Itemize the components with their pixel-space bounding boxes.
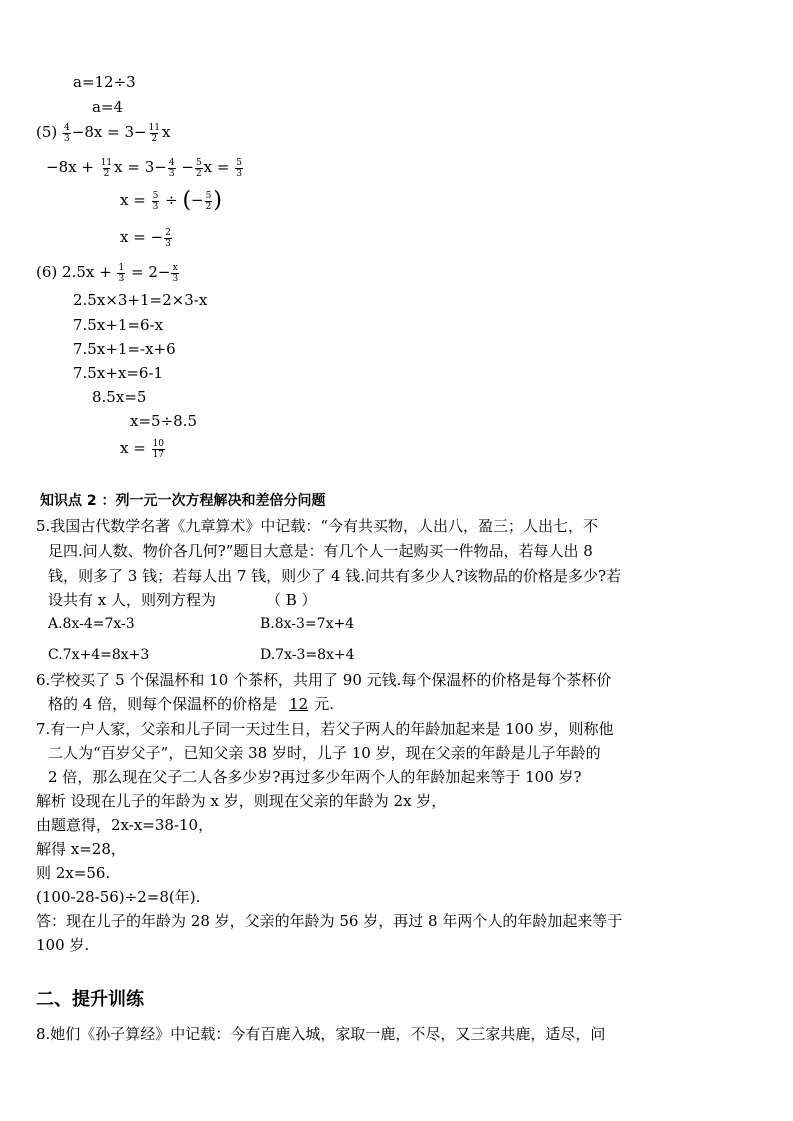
eq6-line5: 7.5x+x=6-1: [73, 364, 164, 382]
eq6-line6: 8.5x=5: [92, 388, 147, 406]
q7-line1: 7.有一户人家，父亲和儿子同一天过生日，若父子两人的年龄加起来是 100 岁，则称他: [36, 720, 614, 738]
q8-line1: 8.她们《孙子算经》中记载：今有百鹿入城，家取一鹿，不尽，又三家共鹿，适尽，问: [36, 1025, 606, 1043]
q5-answer: （ B ）: [266, 591, 317, 609]
q5-option-a: A.8x-4=7x-3: [48, 616, 135, 632]
q6-line1: 6.学校买了 5 个保温杯和 10 个茶杯，共用了 90 元钱.每个保温杯的价格是每个茶杯价: [36, 671, 612, 689]
fraction-5-3: $\frac{5}{3}$: [152, 190, 159, 212]
q5-line4: 设共有 x 人，则列方程为 （ B ）: [48, 591, 317, 609]
q7-solution-6: 答：现在儿子的年龄为 28 岁，父亲的年龄为 56 岁，再过 8 年两个人的年龄加起来等于: [36, 912, 623, 930]
fraction-2-3: $\frac{2}{3}$: [165, 227, 171, 249]
eq6-label: (6): [36, 263, 58, 281]
q7-solution-4: 则 2x=56.: [36, 864, 111, 882]
fraction-11-2: $\frac{11}{2}$: [100, 157, 113, 179]
q7-line2: 二人为“百岁父子”，已知父亲 38 岁时，儿子 10 岁，现在父亲的年龄是儿子年龄的: [48, 744, 601, 762]
q7-solution-2: 由题意得，2x-x=38-10，: [36, 816, 214, 834]
eq6-line3: 7.5x+1=6-x: [73, 316, 164, 334]
eq6-line4: 7.5x+1=-x+6: [73, 340, 176, 358]
eq5-line2: −8x + $\frac{11}{2}$ x = 3− $\frac{4}{3}$ − $\frac{5}{2}$ x = $\frac{5}{3}$: [46, 157, 242, 179]
fraction-x-3: $\frac{x}{3}$: [172, 262, 179, 284]
q5-line3: 钱，则多了 3 钱；若每人出 7 钱，则少了 4 钱.问共有多少人?该物品的价格是多少?若: [48, 567, 622, 585]
q5-line2: 足四.问人数、物价各几何?”题目大意是：有几个人一起购买一件物品，若每人出 8: [48, 542, 593, 560]
q5-option-b: B.8x-3=7x+4: [260, 616, 355, 632]
eq4-line2: a=4: [92, 98, 124, 116]
fraction-10-17: $\frac{10}{17}$: [152, 438, 165, 460]
q6-answer-blank: 12: [289, 695, 309, 713]
eq5-line4: x = − $\frac{2}{3}$: [120, 227, 171, 249]
eq5-line1: (5) $\frac{4}{3}$ −8x = 3− $\frac{11}{2}$ x: [36, 122, 171, 144]
eq6-line7: x=5÷8.5: [130, 412, 197, 430]
fraction-5-2: $\frac{5}{2}$: [195, 157, 202, 179]
eq6-line1: (6) 2.5x + $\frac{1}{3}$ = 2− $\frac{x}{3}$: [36, 262, 179, 284]
fraction-4-3: $\frac{4}{3}$: [64, 122, 70, 144]
fraction-4-3: $\frac{4}{3}$: [168, 157, 175, 179]
q7-solution-1: 解析 设现在儿子的年龄为 x 岁，则现在父亲的年龄为 2x 岁，: [36, 792, 447, 810]
eq5-label: (5): [36, 123, 58, 141]
q7-line3: 2 倍，那么现在父子二人各多少岁?再过多少年两个人的年龄加起来等于 100 岁?: [48, 768, 582, 786]
q6-line2: 格的 4 倍，则每个保温杯的价格是 12 元.: [48, 695, 334, 713]
knowledge-point-heading: 知识点 2 ：列一元一次方程解决和差倍分问题: [40, 493, 326, 509]
q5-option-c: C.7x+4=8x+3: [48, 647, 150, 663]
eq4-line1: a=12÷3: [73, 73, 136, 91]
part2-title: 二、提升训练: [36, 989, 144, 1010]
q5-line1: 5.我国古代数学名著《九章算术》中记载：“今有共买物，人出八，盈三；人出七，不: [36, 517, 598, 535]
q5-option-d: D.7x-3=8x+4: [260, 647, 355, 663]
eq5-line3: x = $\frac{5}{3}$ ÷ (− $\frac{5}{2}$ ): [120, 188, 222, 213]
eq6-line8: x = $\frac{10}{17}$: [120, 438, 165, 460]
eq6-line2: 2.5x×3+1=2×3-x: [73, 291, 208, 309]
fraction-5-3: $\frac{5}{3}$: [236, 157, 242, 179]
q7-solution-7: 100 岁.: [36, 936, 90, 954]
q7-solution-3: 解得 x=28，: [36, 840, 126, 858]
q7-solution-5: (100-28-56)÷2=8(年).: [36, 888, 201, 906]
fraction-5-2: $\frac{5}{2}$: [205, 190, 212, 212]
fraction-11-2: $\frac{11}{2}$: [148, 122, 161, 144]
fraction-1-3: $\frac{1}{3}$: [118, 262, 125, 284]
